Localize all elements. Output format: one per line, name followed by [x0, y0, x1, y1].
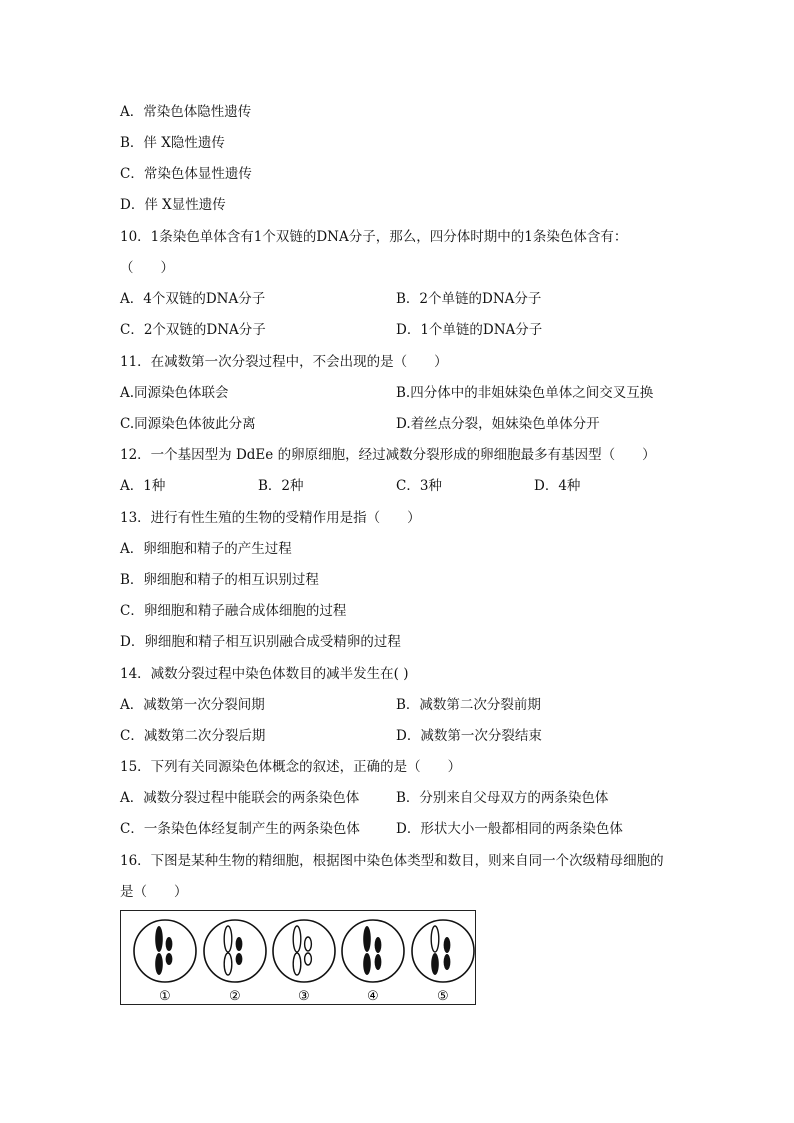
cell-2	[204, 920, 266, 982]
q10-option-b: B．2个单链的DNA分子	[396, 291, 542, 307]
q9-option-d: D．伴 X显性遗传	[120, 197, 226, 213]
q11-option-d: D.着丝点分裂，姐妹染色单体分开	[396, 416, 600, 432]
q15-stem: 15．下列有关同源染色体概念的叙述，正确的是（ ）	[120, 759, 462, 775]
q11-stem: 11．在减数第一次分裂过程中，不会出现的是（ ）	[120, 354, 448, 370]
q12-option-a: A．1种	[120, 478, 166, 494]
q15-option-b: B．分别来自父母双方的两条染色体	[396, 790, 609, 806]
q14-option-a: A．减数第一次分裂间期	[120, 697, 265, 713]
q10-option-a: A．4个双链的DNA分子	[120, 291, 266, 307]
q11-option-c: C.同源染色体彼此分离	[120, 416, 256, 432]
q15-option-a: A．减数分裂过程中能联会的两条染色体	[120, 790, 360, 806]
q10-option-c: C．2个双链的DNA分子	[120, 322, 266, 338]
q13-stem: 13．进行有性生殖的生物的受精作用是指（ ）	[120, 510, 421, 526]
cell-1	[134, 920, 196, 982]
q14-option-d: D．减数第一次分裂结束	[396, 728, 542, 744]
q10-stem: 10．1条染色单体含有1个双链的DNA分子，那么，四分体时期中的1条染色体含有：	[120, 229, 628, 245]
cell-label-1: ①	[159, 989, 171, 1004]
q13-option-b: B．卵细胞和精子的相互识别过程	[120, 572, 319, 588]
q9-option-c: C．常染色体显性遗传	[120, 166, 252, 182]
q16-stem-line2: 是（ ）	[120, 884, 188, 900]
q15-option-d: D．形状大小一般都相同的两条染色体	[396, 821, 623, 837]
q10-bracket: （ ）	[120, 260, 174, 276]
q9-option-b: B．伴 X隐性遗传	[120, 135, 225, 151]
cells-diagram	[121, 911, 477, 1006]
cell-4	[342, 920, 404, 982]
q12-option-b: B．2种	[258, 478, 304, 494]
q11-option-b: B.四分体中的非姐妹染色单体之间交叉互换	[396, 385, 654, 401]
cell-label-3: ③	[298, 989, 310, 1004]
q12-stem: 12．一个基因型为 DdEe 的卵原细胞，经过减数分裂形成的卵细胞最多有基因型（ ）	[120, 447, 656, 463]
cell-3	[273, 920, 335, 982]
q13-option-c: C．卵细胞和精子融合成体细胞的过程	[120, 603, 347, 619]
q14-option-b: B．减数第二次分裂前期	[396, 697, 541, 713]
cell-label-2: ②	[229, 989, 241, 1004]
q13-option-a: A．卵细胞和精子的产生过程	[120, 541, 292, 557]
q12-option-d: D．4种	[534, 478, 581, 494]
q12-option-c: C．3种	[396, 478, 442, 494]
cell-5	[412, 920, 474, 982]
q10-option-d: D．1个单链的DNA分子	[396, 322, 543, 338]
q16-stem-line1: 16．下图是某种生物的精细胞，根据图中染色体类型和数目，则来自同一个次级精母细胞的	[120, 853, 664, 869]
cell-label-4: ④	[367, 989, 379, 1004]
sperm-cells-figure	[120, 910, 476, 1005]
q9-option-a: A．常染色体隐性遗传	[120, 104, 252, 120]
q15-option-c: C．一条染色体经复制产生的两条染色体	[120, 821, 360, 837]
q14-stem: 14．减数分裂过程中染色体数目的减半发生在( )	[120, 666, 409, 682]
cell-label-5: ⑤	[437, 989, 449, 1004]
q11-option-a: A.同源染色体联会	[120, 385, 229, 401]
q14-option-c: C．减数第二次分裂后期	[120, 728, 266, 744]
q13-option-d: D．卵细胞和精子相互识别融合成受精卵的过程	[120, 634, 401, 650]
